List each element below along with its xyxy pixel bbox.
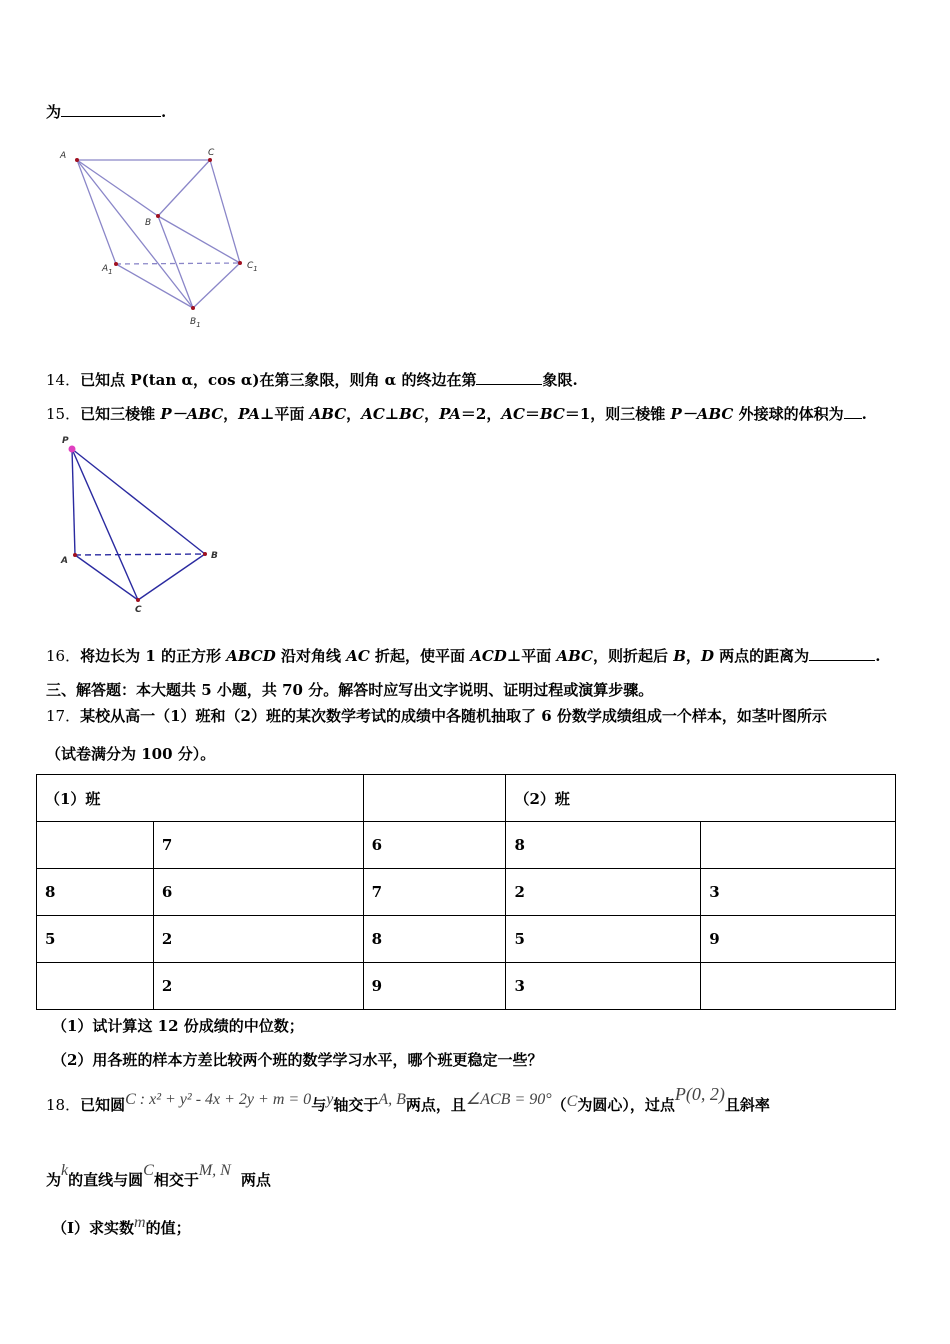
label-A1: $A_1$ <box>102 264 113 276</box>
table-row <box>37 916 896 963</box>
question-14: 14．已知点 P(tan α，cos α)在第三象限，则角 α 的终边在第 象限. <box>46 371 578 389</box>
header-class-1: （1）班 <box>37 775 364 822</box>
answer-blank <box>61 102 161 117</box>
table-cell: 3 <box>506 963 701 1010</box>
vertex-A <box>73 553 77 557</box>
vertex-A <box>75 158 79 162</box>
table-cell: 7 <box>363 869 506 916</box>
edge-CC1 <box>210 160 240 263</box>
q14-blank <box>476 370 542 385</box>
label-C1: $C_1$ <box>247 261 258 273</box>
edge-AB-dashed <box>75 554 205 555</box>
label-C: C <box>135 605 142 615</box>
question-18-part-1: （Ⅰ）求实数m的值； <box>52 1214 191 1237</box>
table-cell <box>37 822 154 869</box>
answer-line: 为 . <box>46 103 167 121</box>
table-cell: 5 <box>506 916 701 963</box>
q16-blank <box>809 646 875 661</box>
header-class-2: （2）班 <box>506 775 896 822</box>
table-cell <box>701 822 896 869</box>
q15-blank <box>844 404 862 419</box>
vertex-B1 <box>191 306 195 310</box>
edge-BC <box>138 554 205 600</box>
label-B: B <box>145 218 152 228</box>
question-15: 15．已知三棱锥 P－ABC，PA⊥平面 ABC，AC⊥BC，PA＝2，AC＝BC＝1，则三棱锥 P－ABC 外接球的体积为 . <box>46 405 867 423</box>
table-cell: 6 <box>363 822 506 869</box>
table-cell: 2 <box>153 963 363 1010</box>
table-cell <box>37 963 154 1010</box>
table-cell: 9 <box>701 916 896 963</box>
vertex-A1 <box>114 262 118 266</box>
vertex-P <box>69 446 76 453</box>
question-17: 17．某校从高一（1）班和（2）班的某次数学考试的成绩中各随机抽取了 6 份数学成绩组成一个样本，如茎叶图所示 <box>46 707 827 725</box>
q17-part-1: （1）试计算这 12 份成绩的中位数； <box>52 1017 304 1035</box>
table-cell: 8 <box>506 822 701 869</box>
label-B1: $B_1$ <box>190 317 201 329</box>
vertex-C1 <box>238 261 242 265</box>
vertex-C <box>208 158 212 162</box>
question-16: 16．将边长为 1 的正方形 ABCD 沿对角线 AC 折起，使平面 ACD⊥平面 ABC，则折起后 B，D 两点的距离为 . <box>46 647 881 665</box>
edge-AA1 <box>77 160 116 264</box>
edge-A1B1 <box>116 264 193 308</box>
table-cell: 2 <box>506 869 701 916</box>
edge-AB <box>77 160 158 216</box>
stem-leaf-table <box>36 774 896 1010</box>
table-cell: 2 <box>153 916 363 963</box>
label-C: C <box>208 148 215 158</box>
label-P: P <box>62 436 69 446</box>
pyramid-figure <box>55 432 235 617</box>
prism-figure <box>50 140 280 340</box>
table-header-row <box>37 775 896 822</box>
edge-A1C1-dashed <box>116 263 240 264</box>
table-cell: 9 <box>363 963 506 1010</box>
edge-BC <box>158 160 210 216</box>
table-row <box>37 869 896 916</box>
edge-PA <box>72 449 75 555</box>
vertex-B <box>203 552 207 556</box>
edge-PB <box>72 449 205 554</box>
table-cell: 8 <box>37 869 154 916</box>
question-17-note: （试卷满分为 100 分）。 <box>46 745 216 763</box>
table-cell: 5 <box>37 916 154 963</box>
edge-B1C1 <box>193 263 240 308</box>
table-cell: 7 <box>153 822 363 869</box>
question-18: 18．已知圆C : x² + y² - 4x + 2y + m = 0与y轴交于A, B两点，且∠ACB = 90°（C为圆心），过点P(0, 2)且斜率 <box>46 1084 770 1114</box>
table-cell: 6 <box>153 869 363 916</box>
table-cell: 3 <box>701 869 896 916</box>
edge-PC <box>72 449 138 600</box>
table-cell: 8 <box>363 916 506 963</box>
label-A: A <box>60 151 67 161</box>
label-A: A <box>61 556 68 566</box>
header-stem <box>363 775 506 822</box>
vertex-C <box>136 598 140 602</box>
edge-BB1 <box>158 216 193 308</box>
vertex-B <box>156 214 160 218</box>
table-cell <box>701 963 896 1010</box>
section-3-heading: 三、解答题：本大题共 5 小题，共 70 分。解答时应写出文字说明、证明过程或演算步骤。 <box>46 681 654 699</box>
question-18-line-2: 为k的直线与圆C相交于M, N两点 <box>46 1162 271 1189</box>
q17-part-2: （2）用各班的样本方差比较两个班的数学学习水平，哪个班更稳定一些？ <box>52 1051 543 1069</box>
table-row <box>37 822 896 869</box>
table-row <box>37 963 896 1010</box>
label-B: B <box>211 551 218 561</box>
edge-AB1 <box>77 160 193 308</box>
